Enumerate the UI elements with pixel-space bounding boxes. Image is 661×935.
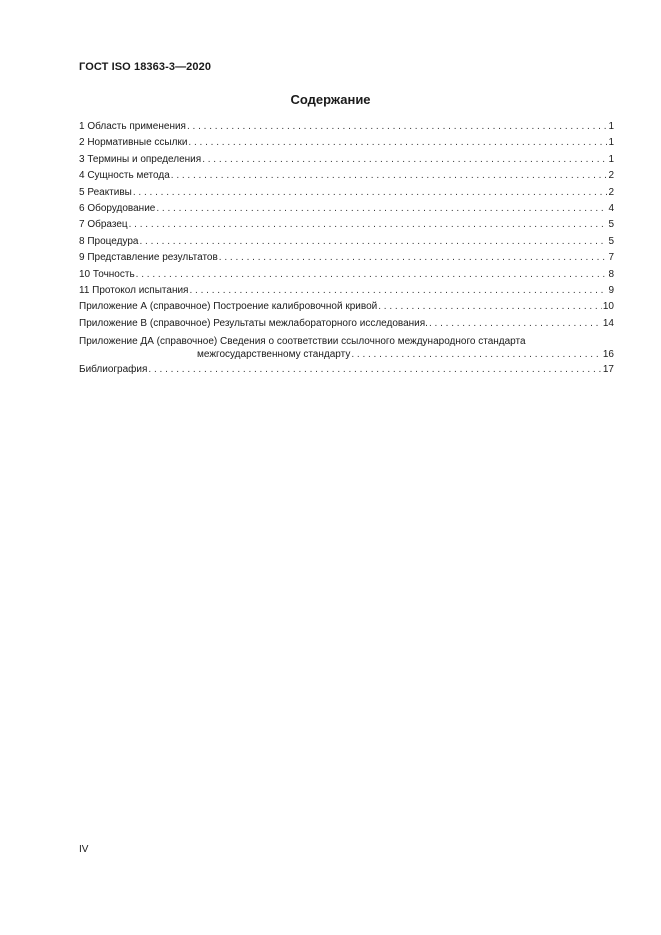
toc-entry-text: 3 Термины и определения — [79, 153, 202, 165]
toc-title: Содержание — [290, 92, 371, 107]
toc-entry-page: 14 — [602, 317, 614, 329]
toc-entry-text: 7 Образец — [79, 219, 128, 231]
toc-entry-annex-b[interactable] — [79, 316, 614, 332]
toc-leader-dots — [139, 234, 607, 250]
toc-entry-text: 11 Протокол испытания — [79, 284, 189, 296]
toc-entry-page: 1 — [608, 121, 614, 132]
toc-leader-dots — [202, 152, 607, 168]
toc-entry-page: 7 — [608, 252, 614, 264]
toc-entry-text: Приложение ДА (справочное) Сведения о соответствии ссылочного международного стандарта — [79, 336, 526, 348]
toc-entry-principle[interactable] — [79, 168, 614, 184]
toc-entry-page: 10 — [602, 301, 614, 313]
toc-entry-annex-da[interactable] — [79, 335, 614, 348]
toc-entry-text: 5 Реактивы — [79, 186, 132, 198]
toc-entry-page: 8 — [608, 268, 614, 280]
toc-entry-text: 6 Оборудование — [79, 202, 156, 214]
toc-leader-dots — [188, 135, 607, 151]
toc-entry-apparatus[interactable] — [79, 201, 614, 217]
toc-leader-dots — [219, 250, 608, 266]
toc-entry-page: 2 — [608, 170, 614, 182]
toc-entry-terms[interactable] — [79, 152, 614, 168]
toc-entry-text: 4 Сущность метода — [79, 170, 170, 182]
toc-leader-dots — [187, 119, 607, 135]
toc-leader-dots — [156, 201, 607, 217]
toc-entry-annex-a[interactable] — [79, 299, 614, 315]
toc-entry-page: 16 — [602, 349, 614, 361]
document-code: ГОСТ ISO 18363-3—2020 — [79, 61, 212, 73]
toc-entry-procedure[interactable] — [79, 234, 614, 250]
toc-entry-page: 5 — [608, 219, 614, 231]
toc-leader-dots — [148, 362, 601, 378]
table-of-contents — [79, 119, 614, 378]
toc-entry-text: Библиография — [79, 364, 148, 376]
toc-leader-dots — [171, 168, 608, 184]
toc-entry-normative-references[interactable] — [79, 135, 614, 151]
toc-entry-page: 1 — [608, 137, 614, 149]
toc-entry-text-continuation: межгосударственному стандарту — [197, 349, 351, 361]
toc-leader-dots — [351, 348, 602, 362]
toc-leader-dots — [133, 185, 608, 201]
toc-entry-page: 4 — [608, 202, 614, 214]
toc-entry-page: 9 — [608, 284, 614, 296]
toc-entry-text: Приложение А (справочное) Построение калибровочной кривой — [79, 301, 378, 313]
toc-entry-annex-da-continuation[interactable] — [79, 348, 614, 362]
toc-leader-dots — [429, 316, 602, 332]
toc-entry-bibliography[interactable] — [79, 362, 614, 378]
toc-entry-results[interactable] — [79, 250, 614, 266]
toc-entry-page: 1 — [608, 153, 614, 165]
page-number: IV — [79, 844, 89, 855]
toc-leader-dots — [189, 283, 607, 299]
toc-entry-text: 9 Представление результатов — [79, 252, 218, 264]
toc-leader-dots — [129, 217, 608, 233]
toc-entry-text: 10 Точность — [79, 268, 135, 280]
toc-entry-page: 5 — [608, 235, 614, 247]
toc-entry-text: Приложение В (справочное) Результаты межлабораторного исследования. — [79, 317, 428, 329]
toc-entry-scope[interactable] — [79, 119, 614, 135]
toc-entry-text: 2 Нормативные ссылки — [79, 137, 188, 149]
toc-leader-dots — [378, 299, 602, 315]
toc-entry-text: 1 Область применения — [79, 121, 186, 132]
toc-leader-dots — [136, 267, 608, 283]
toc-entry-test-report[interactable] — [79, 283, 614, 299]
toc-entry-page: 17 — [602, 364, 614, 376]
toc-entry-reagents[interactable] — [79, 185, 614, 201]
toc-entry-text: 8 Процедура — [79, 235, 139, 247]
toc-entry-precision[interactable] — [79, 267, 614, 283]
toc-entry-sample[interactable] — [79, 217, 614, 233]
toc-entry-page: 2 — [608, 186, 614, 198]
